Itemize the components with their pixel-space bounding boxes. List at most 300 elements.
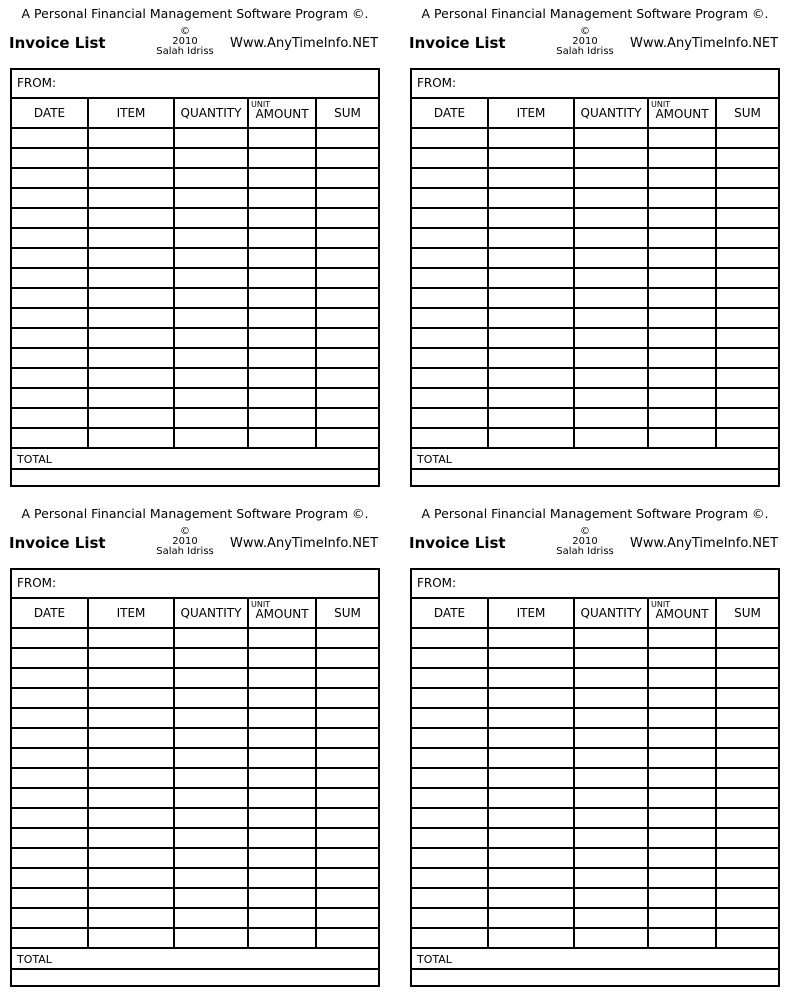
cell-quantity[interactable] <box>175 909 249 927</box>
cell-sum[interactable] <box>717 429 778 447</box>
cell-date[interactable] <box>12 369 89 387</box>
cell-unit-amount[interactable] <box>249 849 317 867</box>
cell-unit-amount[interactable] <box>649 929 717 947</box>
cell-sum[interactable] <box>717 649 778 667</box>
cell-item[interactable] <box>489 389 575 407</box>
cell-unit-amount[interactable] <box>249 389 317 407</box>
cell-sum[interactable] <box>717 689 778 707</box>
cell-sum[interactable] <box>717 669 778 687</box>
cell-unit-amount[interactable] <box>649 329 717 347</box>
cell-unit-amount[interactable] <box>249 769 317 787</box>
cell-quantity[interactable] <box>175 369 249 387</box>
cell-date[interactable] <box>412 909 489 927</box>
cell-quantity[interactable] <box>175 669 249 687</box>
cell-sum[interactable] <box>317 789 378 807</box>
cell-item[interactable] <box>489 649 575 667</box>
cell-date[interactable] <box>412 289 489 307</box>
cell-item[interactable] <box>89 749 175 767</box>
cell-date[interactable] <box>412 889 489 907</box>
cell-quantity[interactable] <box>175 809 249 827</box>
cell-date[interactable] <box>412 349 489 367</box>
cell-unit-amount[interactable] <box>649 689 717 707</box>
cell-unit-amount[interactable] <box>249 649 317 667</box>
cell-item[interactable] <box>89 829 175 847</box>
cell-date[interactable] <box>412 429 489 447</box>
cell-unit-amount[interactable] <box>249 929 317 947</box>
cell-unit-amount[interactable] <box>649 909 717 927</box>
cell-unit-amount[interactable] <box>649 849 717 867</box>
cell-quantity[interactable] <box>575 709 649 727</box>
cell-item[interactable] <box>489 909 575 927</box>
cell-sum[interactable] <box>317 689 378 707</box>
cell-quantity[interactable] <box>575 389 649 407</box>
cell-date[interactable] <box>12 129 89 147</box>
cell-item[interactable] <box>489 309 575 327</box>
cell-quantity[interactable] <box>575 909 649 927</box>
cell-unit-amount[interactable] <box>249 149 317 167</box>
cell-quantity[interactable] <box>175 309 249 327</box>
cell-sum[interactable] <box>317 129 378 147</box>
cell-date[interactable] <box>412 629 489 647</box>
cell-date[interactable] <box>412 389 489 407</box>
cell-unit-amount[interactable] <box>649 389 717 407</box>
cell-sum[interactable] <box>717 769 778 787</box>
cell-sum[interactable] <box>317 849 378 867</box>
cell-sum[interactable] <box>717 889 778 907</box>
cell-item[interactable] <box>89 689 175 707</box>
cell-quantity[interactable] <box>575 309 649 327</box>
total-value-field[interactable] <box>412 470 778 485</box>
cell-date[interactable] <box>12 329 89 347</box>
cell-date[interactable] <box>12 269 89 287</box>
cell-quantity[interactable] <box>175 349 249 367</box>
cell-sum[interactable] <box>717 789 778 807</box>
cell-item[interactable] <box>89 429 175 447</box>
cell-sum[interactable] <box>317 709 378 727</box>
cell-date[interactable] <box>12 709 89 727</box>
cell-sum[interactable] <box>717 709 778 727</box>
cell-item[interactable] <box>89 309 175 327</box>
cell-date[interactable] <box>12 209 89 227</box>
cell-date[interactable] <box>412 329 489 347</box>
cell-date[interactable] <box>412 669 489 687</box>
cell-unit-amount[interactable] <box>649 289 717 307</box>
cell-date[interactable] <box>412 249 489 267</box>
cell-quantity[interactable] <box>175 189 249 207</box>
cell-item[interactable] <box>89 349 175 367</box>
from-field[interactable] <box>412 70 778 99</box>
total-value-field[interactable] <box>12 470 378 485</box>
cell-sum[interactable] <box>317 369 378 387</box>
cell-item[interactable] <box>489 249 575 267</box>
cell-unit-amount[interactable] <box>649 209 717 227</box>
cell-date[interactable] <box>12 149 89 167</box>
cell-unit-amount[interactable] <box>249 709 317 727</box>
cell-quantity[interactable] <box>575 369 649 387</box>
cell-sum[interactable] <box>317 869 378 887</box>
cell-quantity[interactable] <box>575 349 649 367</box>
from-field[interactable] <box>12 570 378 599</box>
cell-quantity[interactable] <box>175 129 249 147</box>
cell-sum[interactable] <box>317 809 378 827</box>
cell-date[interactable] <box>12 729 89 747</box>
cell-sum[interactable] <box>317 429 378 447</box>
cell-item[interactable] <box>489 209 575 227</box>
cell-unit-amount[interactable] <box>249 369 317 387</box>
cell-item[interactable] <box>89 669 175 687</box>
cell-item[interactable] <box>89 409 175 427</box>
cell-unit-amount[interactable] <box>649 409 717 427</box>
cell-sum[interactable] <box>717 229 778 247</box>
cell-quantity[interactable] <box>175 149 249 167</box>
cell-quantity[interactable] <box>575 629 649 647</box>
cell-date[interactable] <box>412 309 489 327</box>
cell-unit-amount[interactable] <box>649 749 717 767</box>
cell-quantity[interactable] <box>575 209 649 227</box>
cell-quantity[interactable] <box>175 769 249 787</box>
cell-date[interactable] <box>412 149 489 167</box>
cell-item[interactable] <box>89 169 175 187</box>
cell-unit-amount[interactable] <box>649 669 717 687</box>
cell-sum[interactable] <box>317 309 378 327</box>
cell-unit-amount[interactable] <box>249 289 317 307</box>
cell-unit-amount[interactable] <box>649 709 717 727</box>
cell-date[interactable] <box>412 829 489 847</box>
cell-date[interactable] <box>12 289 89 307</box>
cell-item[interactable] <box>489 869 575 887</box>
cell-sum[interactable] <box>317 389 378 407</box>
cell-quantity[interactable] <box>575 329 649 347</box>
cell-sum[interactable] <box>717 189 778 207</box>
cell-sum[interactable] <box>317 209 378 227</box>
cell-sum[interactable] <box>717 289 778 307</box>
cell-unit-amount[interactable] <box>649 869 717 887</box>
cell-item[interactable] <box>489 669 575 687</box>
cell-quantity[interactable] <box>575 689 649 707</box>
cell-unit-amount[interactable] <box>249 209 317 227</box>
cell-item[interactable] <box>89 709 175 727</box>
cell-date[interactable] <box>12 349 89 367</box>
cell-sum[interactable] <box>317 169 378 187</box>
cell-item[interactable] <box>89 929 175 947</box>
cell-date[interactable] <box>412 809 489 827</box>
cell-quantity[interactable] <box>575 869 649 887</box>
cell-item[interactable] <box>489 149 575 167</box>
cell-quantity[interactable] <box>575 929 649 947</box>
cell-sum[interactable] <box>717 169 778 187</box>
cell-date[interactable] <box>412 229 489 247</box>
cell-sum[interactable] <box>717 829 778 847</box>
cell-quantity[interactable] <box>175 289 249 307</box>
cell-sum[interactable] <box>717 809 778 827</box>
cell-unit-amount[interactable] <box>249 429 317 447</box>
cell-sum[interactable] <box>717 329 778 347</box>
cell-quantity[interactable] <box>575 729 649 747</box>
cell-quantity[interactable] <box>575 189 649 207</box>
cell-unit-amount[interactable] <box>649 229 717 247</box>
cell-unit-amount[interactable] <box>249 409 317 427</box>
cell-sum[interactable] <box>317 329 378 347</box>
cell-sum[interactable] <box>717 909 778 927</box>
cell-quantity[interactable] <box>575 429 649 447</box>
cell-item[interactable] <box>89 769 175 787</box>
cell-unit-amount[interactable] <box>249 329 317 347</box>
cell-sum[interactable] <box>317 289 378 307</box>
cell-item[interactable] <box>89 189 175 207</box>
cell-sum[interactable] <box>317 649 378 667</box>
cell-sum[interactable] <box>717 389 778 407</box>
cell-item[interactable] <box>489 189 575 207</box>
cell-date[interactable] <box>12 189 89 207</box>
cell-quantity[interactable] <box>175 249 249 267</box>
cell-date[interactable] <box>412 749 489 767</box>
cell-sum[interactable] <box>317 149 378 167</box>
cell-unit-amount[interactable] <box>649 149 717 167</box>
cell-unit-amount[interactable] <box>649 349 717 367</box>
cell-unit-amount[interactable] <box>249 629 317 647</box>
cell-unit-amount[interactable] <box>249 229 317 247</box>
cell-quantity[interactable] <box>175 869 249 887</box>
cell-quantity[interactable] <box>575 269 649 287</box>
cell-date[interactable] <box>412 209 489 227</box>
cell-quantity[interactable] <box>175 389 249 407</box>
cell-sum[interactable] <box>717 369 778 387</box>
cell-unit-amount[interactable] <box>249 909 317 927</box>
total-value-field[interactable] <box>412 970 778 985</box>
cell-item[interactable] <box>89 849 175 867</box>
cell-date[interactable] <box>412 169 489 187</box>
from-field[interactable] <box>12 70 378 99</box>
cell-date[interactable] <box>412 409 489 427</box>
cell-unit-amount[interactable] <box>249 829 317 847</box>
cell-quantity[interactable] <box>175 629 249 647</box>
cell-unit-amount[interactable] <box>249 869 317 887</box>
cell-unit-amount[interactable] <box>249 789 317 807</box>
cell-quantity[interactable] <box>575 129 649 147</box>
cell-item[interactable] <box>489 769 575 787</box>
cell-quantity[interactable] <box>175 829 249 847</box>
cell-date[interactable] <box>412 729 489 747</box>
cell-quantity[interactable] <box>575 289 649 307</box>
cell-item[interactable] <box>89 649 175 667</box>
cell-item[interactable] <box>489 849 575 867</box>
cell-unit-amount[interactable] <box>249 689 317 707</box>
cell-sum[interactable] <box>317 889 378 907</box>
cell-quantity[interactable] <box>575 769 649 787</box>
cell-quantity[interactable] <box>575 409 649 427</box>
cell-quantity[interactable] <box>575 649 649 667</box>
cell-sum[interactable] <box>717 849 778 867</box>
cell-sum[interactable] <box>317 349 378 367</box>
cell-item[interactable] <box>489 329 575 347</box>
cell-unit-amount[interactable] <box>249 169 317 187</box>
cell-unit-amount[interactable] <box>649 809 717 827</box>
cell-sum[interactable] <box>317 269 378 287</box>
cell-item[interactable] <box>489 629 575 647</box>
cell-date[interactable] <box>412 869 489 887</box>
cell-item[interactable] <box>89 249 175 267</box>
cell-date[interactable] <box>412 849 489 867</box>
cell-unit-amount[interactable] <box>249 249 317 267</box>
cell-sum[interactable] <box>317 249 378 267</box>
cell-date[interactable] <box>12 809 89 827</box>
total-value-field[interactable] <box>12 970 378 985</box>
cell-quantity[interactable] <box>575 169 649 187</box>
cell-item[interactable] <box>89 869 175 887</box>
cell-quantity[interactable] <box>575 889 649 907</box>
cell-sum[interactable] <box>317 189 378 207</box>
cell-date[interactable] <box>412 369 489 387</box>
cell-unit-amount[interactable] <box>249 309 317 327</box>
cell-sum[interactable] <box>717 409 778 427</box>
cell-unit-amount[interactable] <box>649 129 717 147</box>
cell-sum[interactable] <box>317 909 378 927</box>
cell-unit-amount[interactable] <box>649 629 717 647</box>
cell-quantity[interactable] <box>175 749 249 767</box>
cell-date[interactable] <box>412 189 489 207</box>
cell-sum[interactable] <box>717 129 778 147</box>
cell-date[interactable] <box>12 689 89 707</box>
cell-item[interactable] <box>489 689 575 707</box>
cell-sum[interactable] <box>317 229 378 247</box>
cell-sum[interactable] <box>717 929 778 947</box>
cell-unit-amount[interactable] <box>649 169 717 187</box>
cell-item[interactable] <box>89 329 175 347</box>
cell-date[interactable] <box>12 769 89 787</box>
cell-quantity[interactable] <box>175 789 249 807</box>
cell-item[interactable] <box>89 389 175 407</box>
cell-quantity[interactable] <box>175 709 249 727</box>
cell-item[interactable] <box>489 829 575 847</box>
cell-sum[interactable] <box>317 629 378 647</box>
cell-date[interactable] <box>12 629 89 647</box>
cell-item[interactable] <box>489 409 575 427</box>
cell-item[interactable] <box>89 209 175 227</box>
cell-quantity[interactable] <box>575 249 649 267</box>
cell-sum[interactable] <box>717 209 778 227</box>
cell-quantity[interactable] <box>175 429 249 447</box>
cell-quantity[interactable] <box>175 689 249 707</box>
cell-unit-amount[interactable] <box>249 809 317 827</box>
cell-sum[interactable] <box>717 309 778 327</box>
cell-date[interactable] <box>412 269 489 287</box>
cell-date[interactable] <box>12 669 89 687</box>
cell-item[interactable] <box>89 229 175 247</box>
cell-quantity[interactable] <box>175 209 249 227</box>
cell-date[interactable] <box>412 929 489 947</box>
cell-item[interactable] <box>89 149 175 167</box>
cell-quantity[interactable] <box>575 229 649 247</box>
cell-item[interactable] <box>489 749 575 767</box>
cell-quantity[interactable] <box>575 789 649 807</box>
cell-item[interactable] <box>489 729 575 747</box>
cell-quantity[interactable] <box>175 849 249 867</box>
cell-quantity[interactable] <box>175 269 249 287</box>
cell-date[interactable] <box>412 789 489 807</box>
cell-date[interactable] <box>412 689 489 707</box>
cell-unit-amount[interactable] <box>649 269 717 287</box>
cell-item[interactable] <box>489 429 575 447</box>
cell-date[interactable] <box>12 749 89 767</box>
cell-sum[interactable] <box>717 349 778 367</box>
cell-unit-amount[interactable] <box>249 729 317 747</box>
cell-unit-amount[interactable] <box>649 829 717 847</box>
cell-quantity[interactable] <box>175 409 249 427</box>
cell-item[interactable] <box>89 289 175 307</box>
cell-item[interactable] <box>489 789 575 807</box>
cell-item[interactable] <box>89 369 175 387</box>
cell-sum[interactable] <box>317 409 378 427</box>
cell-unit-amount[interactable] <box>649 309 717 327</box>
cell-date[interactable] <box>12 309 89 327</box>
cell-item[interactable] <box>89 129 175 147</box>
cell-unit-amount[interactable] <box>649 369 717 387</box>
cell-unit-amount[interactable] <box>249 669 317 687</box>
cell-item[interactable] <box>89 789 175 807</box>
cell-sum[interactable] <box>717 149 778 167</box>
cell-unit-amount[interactable] <box>649 249 717 267</box>
cell-unit-amount[interactable] <box>649 649 717 667</box>
cell-date[interactable] <box>412 129 489 147</box>
cell-quantity[interactable] <box>575 149 649 167</box>
cell-unit-amount[interactable] <box>649 189 717 207</box>
cell-item[interactable] <box>89 889 175 907</box>
cell-date[interactable] <box>12 169 89 187</box>
cell-item[interactable] <box>89 809 175 827</box>
cell-date[interactable] <box>12 869 89 887</box>
cell-unit-amount[interactable] <box>249 129 317 147</box>
cell-item[interactable] <box>489 169 575 187</box>
cell-date[interactable] <box>412 709 489 727</box>
cell-date[interactable] <box>12 889 89 907</box>
cell-quantity[interactable] <box>175 229 249 247</box>
cell-quantity[interactable] <box>575 829 649 847</box>
cell-item[interactable] <box>489 289 575 307</box>
cell-quantity[interactable] <box>175 889 249 907</box>
cell-unit-amount[interactable] <box>649 789 717 807</box>
cell-item[interactable] <box>489 269 575 287</box>
cell-unit-amount[interactable] <box>649 889 717 907</box>
cell-item[interactable] <box>89 629 175 647</box>
cell-sum[interactable] <box>717 629 778 647</box>
cell-sum[interactable] <box>717 729 778 747</box>
cell-unit-amount[interactable] <box>649 769 717 787</box>
cell-sum[interactable] <box>717 869 778 887</box>
cell-unit-amount[interactable] <box>649 729 717 747</box>
cell-date[interactable] <box>12 389 89 407</box>
cell-date[interactable] <box>12 409 89 427</box>
cell-quantity[interactable] <box>175 729 249 747</box>
cell-item[interactable] <box>489 369 575 387</box>
cell-date[interactable] <box>12 829 89 847</box>
cell-quantity[interactable] <box>575 749 649 767</box>
cell-unit-amount[interactable] <box>649 429 717 447</box>
cell-date[interactable] <box>12 929 89 947</box>
cell-sum[interactable] <box>317 929 378 947</box>
cell-item[interactable] <box>489 889 575 907</box>
cell-quantity[interactable] <box>575 849 649 867</box>
cell-quantity[interactable] <box>575 669 649 687</box>
cell-quantity[interactable] <box>175 649 249 667</box>
cell-quantity[interactable] <box>175 329 249 347</box>
cell-unit-amount[interactable] <box>249 889 317 907</box>
cell-date[interactable] <box>12 649 89 667</box>
cell-sum[interactable] <box>317 749 378 767</box>
cell-sum[interactable] <box>717 749 778 767</box>
cell-item[interactable] <box>489 809 575 827</box>
cell-sum[interactable] <box>317 829 378 847</box>
cell-item[interactable] <box>489 129 575 147</box>
